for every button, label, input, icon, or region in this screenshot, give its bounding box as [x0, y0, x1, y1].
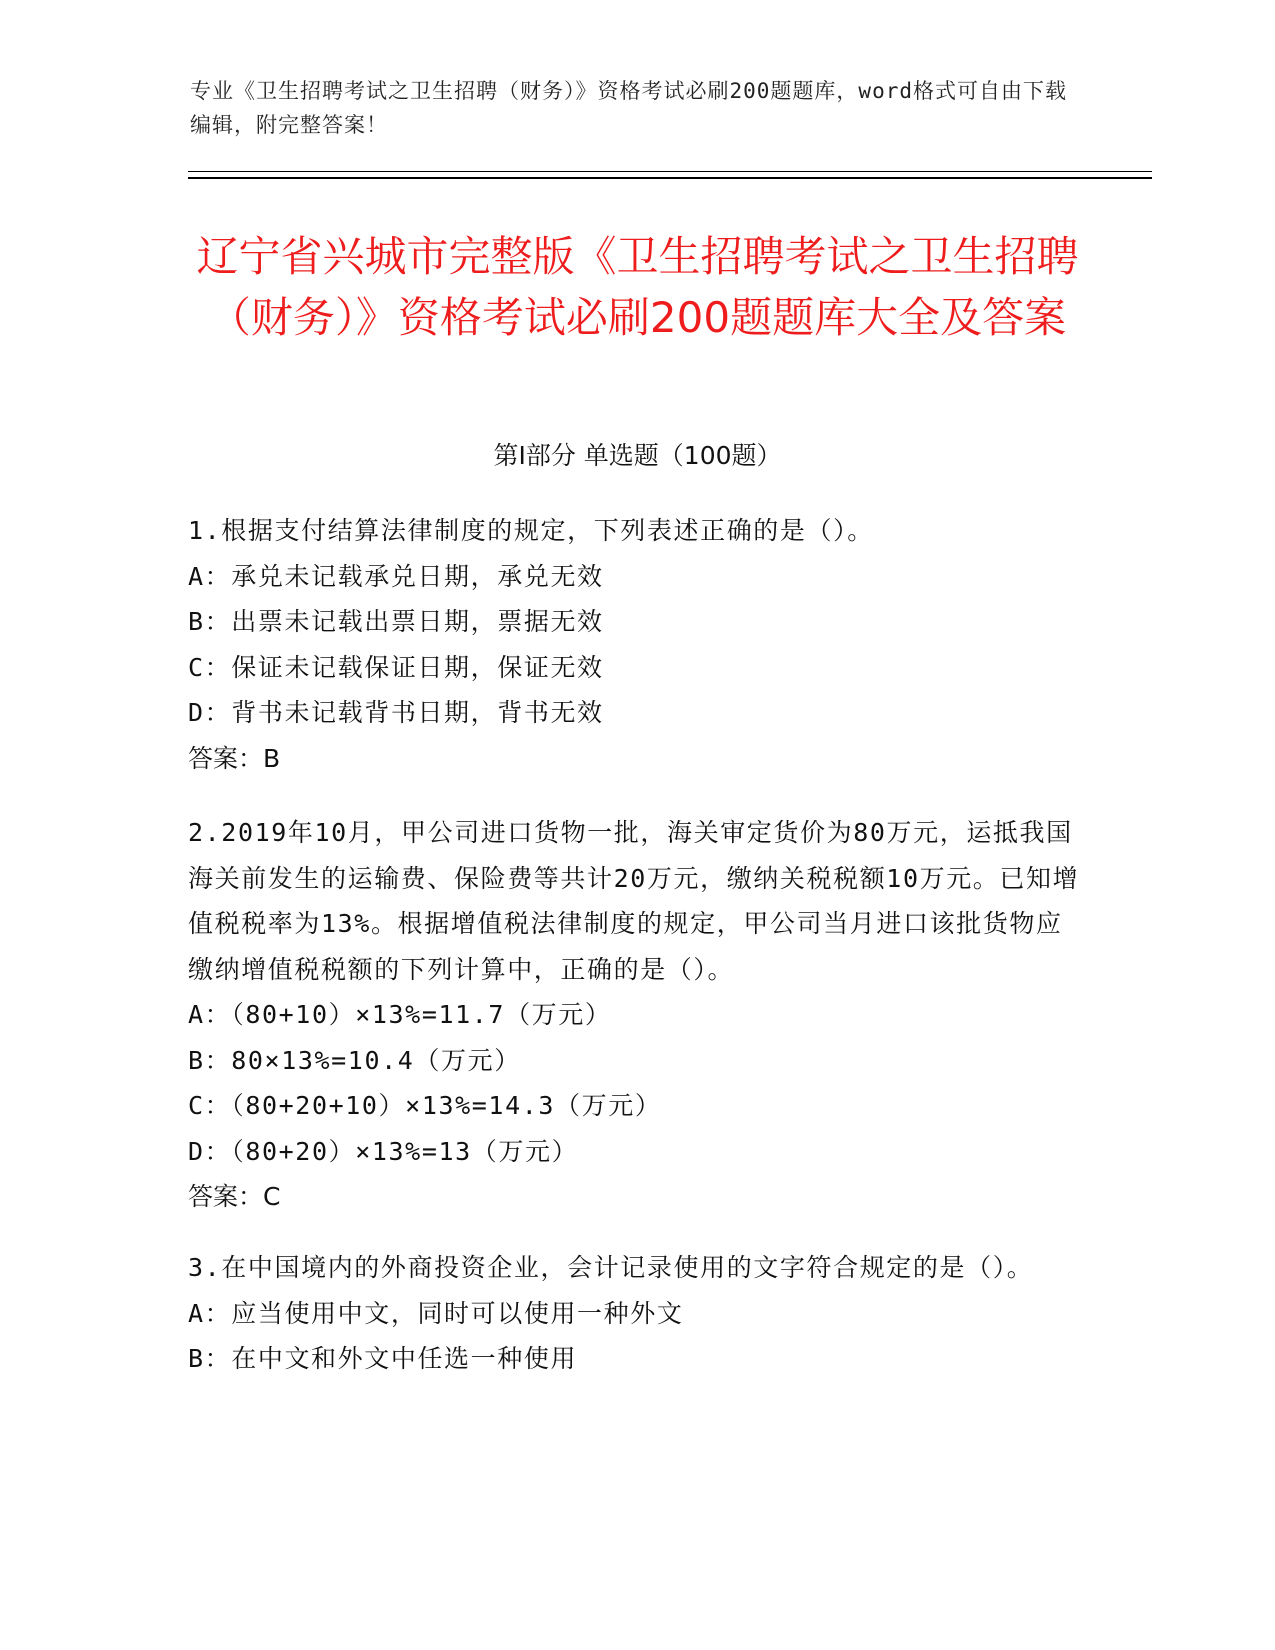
header-note: 专业《卫生招聘考试之卫生招聘（财务）》资格考试必刷200题题库，word格式可自由下载编辑，附完整答案！ — [190, 79, 1067, 137]
question-2 — [188, 810, 1088, 1220]
question-3 — [188, 1245, 1088, 1382]
question-stem: 2.2019年10月，甲公司进口货物一批，海关审定货价为80万元，运抵我国海关前发生的运输费、保险费等共计20万元，缴纳关税税额10万元。已知增值税税率为13%。根据增值税法律制度的规定，甲公司当月进口该批货物应缴纳增值税税额的下列计算中，正确的是（）。 — [188, 818, 1080, 984]
section-heading: 第Ⅰ部分 单选题（100题） — [493, 441, 782, 470]
option-d: D：背书未记载背书日期，背书无效 — [188, 698, 604, 727]
answer-line: 答案：C — [188, 1182, 281, 1211]
option-b: B：80×13%=10.4（万元） — [188, 1045, 521, 1075]
option-c: C：保证未记载保证日期，保证无效 — [188, 652, 604, 682]
question-stem: 1.根据支付结算法律制度的规定，下列表述正确的是（）。 — [188, 516, 874, 545]
option-d: D：（80+20）×13%=13（万元） — [188, 1136, 579, 1166]
question-stem: 3.在中国境内的外商投资企业，会计记录使用的文字符合规定的是（）。 — [188, 1253, 1034, 1282]
header-divider-thin — [188, 171, 1152, 172]
option-a: A：（80+10）×13%=11.7（万元） — [188, 1000, 612, 1029]
option-b: B：在中文和外文中任选一种使用 — [188, 1344, 578, 1373]
option-a: A：承兑未记载承兑日期，承兑无效 — [188, 561, 604, 591]
question-1 — [188, 508, 1088, 781]
option-b: B：出票未记载出票日期，票据无效 — [188, 607, 604, 636]
option-c: C：（80+20+10）×13%=14.3（万元） — [188, 1091, 662, 1120]
document-title: 辽宁省兴城市完整版《卫生招聘考试之卫生招聘（财务）》资格考试必刷200题题库大全及答案 — [196, 232, 1079, 342]
option-a: A：应当使用中文，同时可以使用一种外文 — [188, 1298, 684, 1328]
answer-line: 答案：B — [188, 743, 281, 773]
header-divider-thick — [188, 177, 1152, 179]
